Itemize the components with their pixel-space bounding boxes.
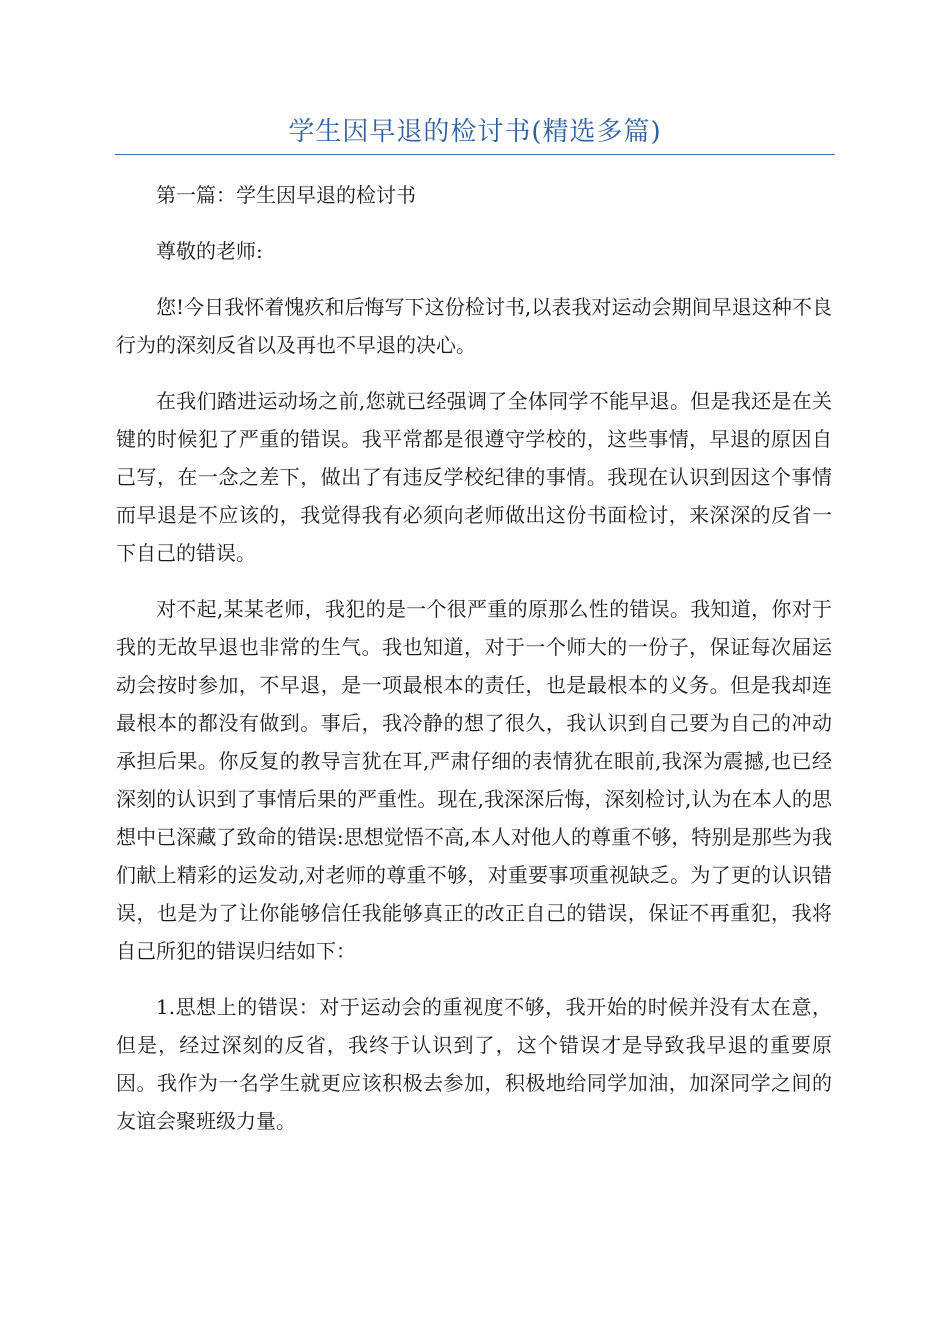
body-paragraph: 您!今日我怀着愧疚和后悔写下这份检讨书,以表我对运动会期间早退这种不良行为的深刻反省以及再也不早退的决心。 bbox=[116, 295, 832, 357]
salutation: 尊敬的老师: bbox=[156, 239, 263, 263]
body-paragraph: 1.思想上的错误：对于运动会的重视度不够，我开始的时候并没有太在意，但是，经过深刻的反省，我终于认识到了，这个错误才是导致我早退的重要原因。我作为一名学生就更应该积极去参加，积极地给同学加油，加深同学之间的友谊会聚班级力量。 bbox=[116, 995, 832, 1133]
body-paragraph: 在我们踏进运动场之前,您就已经强调了全体同学不能早退。但是我还是在关键的时候犯了严重的错误。我平常都是很遵守学校的，这些事情，早退的原因自己写，在一念之差下，做出了有违反学校纪律的事情。我现在认识到因这个事情而早退是不应该的，我觉得我有必须向老师做出这份书面检讨，来深深的反省一下自己的错误。 bbox=[116, 389, 832, 565]
section-heading: 第一篇：学生因早退的检讨书 bbox=[156, 183, 416, 207]
body-paragraph: 对不起,某某老师，我犯的是一个很严重的原那么性的错误。我知道，你对于我的无故早退也非常的生气。我也知道，对于一个师大的一份子，保证每次届运动会按时参加，不早退，是一项最根本的责任，也是最根本的义务。但是我却连最根本的都没有做到。事后，我冷静的想了很久，我认识到自己要为自己的冲动承担后果。你反复的教导言犹在耳,严肃仔细的表情犹在眼前,我深为震撼,也已经深刻的认识到了事情后果的严重性。现在,我深深后悔，深刻检讨,认为在本人的思想中已深藏了致命的错误:思想觉悟不高,本人对他人的尊重不够，特别是那些为我们献上精彩的运发动,对老师的尊重不够，对重要事项重视缺乏。为了更的认识错误，也是为了让你能够信任我能够真正的改正自己的错误，保证不再重犯，我将自己所犯的错误归结如下： bbox=[116, 597, 832, 963]
document-title: 学生因早退的检讨书(精选多篇) bbox=[288, 117, 662, 147]
title-divider bbox=[115, 154, 835, 155]
document-body bbox=[116, 176, 832, 1158]
